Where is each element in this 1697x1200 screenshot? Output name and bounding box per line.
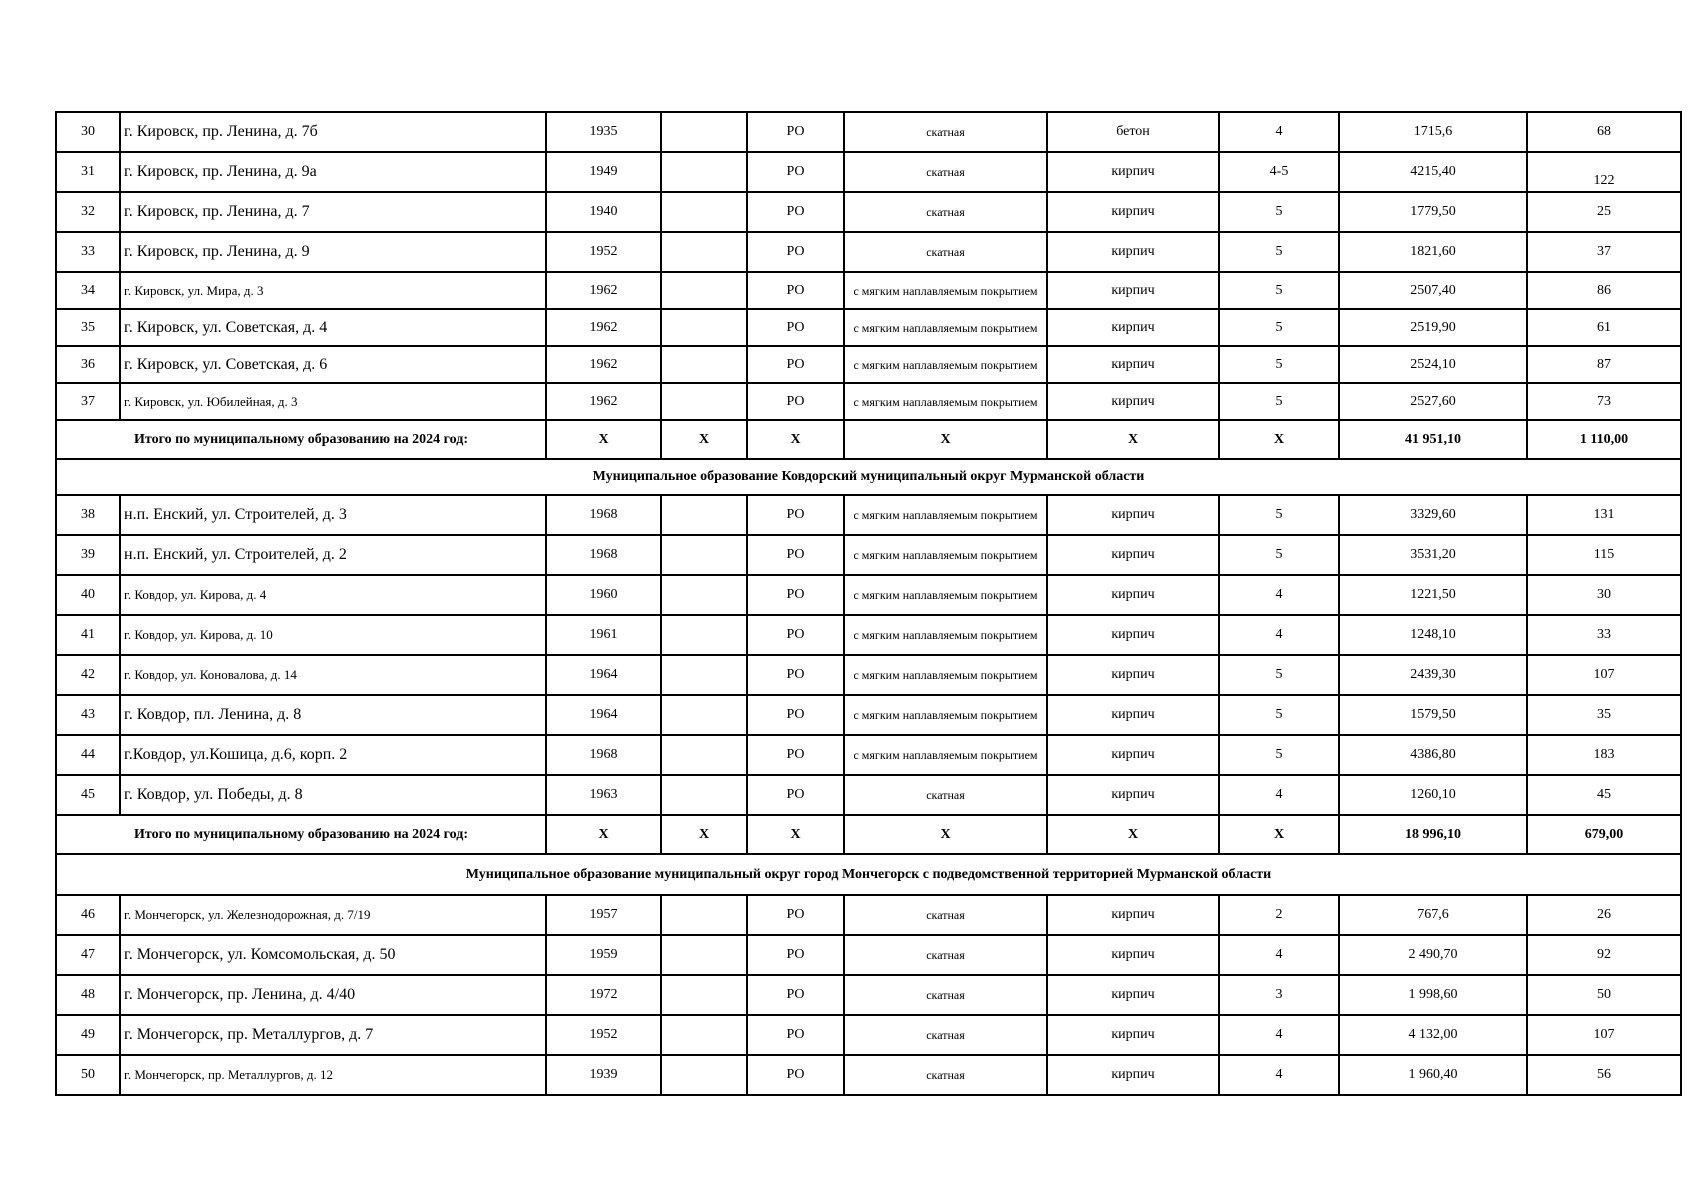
year-cell: 1962 xyxy=(546,309,661,346)
year-cell: 1968 xyxy=(546,735,661,775)
empty-cell xyxy=(661,575,747,615)
row-number: 42 xyxy=(56,655,120,695)
management-cell: РО xyxy=(747,383,844,420)
row-number: 32 xyxy=(56,192,120,232)
empty-cell xyxy=(661,1055,747,1095)
address-cell: г. Кировск, пр. Ленина, д. 9 xyxy=(120,232,546,272)
empty-cell xyxy=(661,975,747,1015)
address-cell: г. Ковдор, ул. Коновалова, д. 14 xyxy=(120,655,546,695)
residents-count-cell: 35 xyxy=(1527,695,1681,735)
residents-count-cell: 86 xyxy=(1527,272,1681,309)
residents-count-cell: 33 xyxy=(1527,615,1681,655)
residents-count-cell: 25 xyxy=(1527,192,1681,232)
floors-cell: 2 xyxy=(1219,895,1339,935)
total-area: 18 996,10 xyxy=(1339,815,1527,854)
table-row xyxy=(56,192,1681,232)
management-cell: РО xyxy=(747,272,844,309)
management-cell: РО xyxy=(747,695,844,735)
municipality-title: Муниципальное образование муниципальный округ город Мончегорск с подведомственной территорией Мурманской области xyxy=(56,854,1681,895)
year-cell: 1940 xyxy=(546,192,661,232)
wall-material-cell: кирпич xyxy=(1047,655,1219,695)
residents-count-cell: 107 xyxy=(1527,655,1681,695)
area-cell: 1 960,40 xyxy=(1339,1055,1527,1095)
housing-table xyxy=(55,111,1682,1096)
address-cell: г. Кировск, ул. Советская, д. 4 xyxy=(120,309,546,346)
table-row xyxy=(56,112,1681,152)
row-number: 47 xyxy=(56,935,120,975)
floors-cell: 4 xyxy=(1219,1015,1339,1055)
floors-cell: 4 xyxy=(1219,615,1339,655)
x-mark: X xyxy=(1047,420,1219,459)
wall-material-cell: кирпич xyxy=(1047,615,1219,655)
year-cell: 1935 xyxy=(546,112,661,152)
address-cell: н.п. Енский, ул. Строителей, д. 3 xyxy=(120,495,546,535)
roof-type-cell: скатная xyxy=(844,232,1047,272)
floors-cell: 5 xyxy=(1219,735,1339,775)
management-cell: РО xyxy=(747,615,844,655)
management-cell: РО xyxy=(747,1015,844,1055)
table-row xyxy=(56,575,1681,615)
table-row xyxy=(56,272,1681,309)
x-mark: X xyxy=(546,420,661,459)
residents-count-cell: 50 xyxy=(1527,975,1681,1015)
roof-type-cell: с мягким наплавляемым покрытием xyxy=(844,272,1047,309)
roof-type-cell: с мягким наплавляемым покрытием xyxy=(844,495,1047,535)
area-cell: 4215,40 xyxy=(1339,152,1527,192)
roof-type-cell: с мягким наплавляемым покрытием xyxy=(844,346,1047,383)
total-count: 679,00 xyxy=(1527,815,1681,854)
wall-material-cell: кирпич xyxy=(1047,152,1219,192)
row-number: 50 xyxy=(56,1055,120,1095)
wall-material-cell: кирпич xyxy=(1047,735,1219,775)
roof-type-cell: с мягким наплавляемым покрытием xyxy=(844,535,1047,575)
wall-material-cell: кирпич xyxy=(1047,695,1219,735)
wall-material-cell: кирпич xyxy=(1047,1015,1219,1055)
floors-cell: 5 xyxy=(1219,272,1339,309)
roof-type-cell: с мягким наплавляемым покрытием xyxy=(844,735,1047,775)
year-cell: 1972 xyxy=(546,975,661,1015)
x-mark: X xyxy=(747,815,844,854)
section-header-row xyxy=(56,854,1681,895)
area-cell: 1779,50 xyxy=(1339,192,1527,232)
address-cell: г. Мончегорск, ул. Комсомольская, д. 50 xyxy=(120,935,546,975)
management-cell: РО xyxy=(747,232,844,272)
year-cell: 1957 xyxy=(546,895,661,935)
management-cell: РО xyxy=(747,775,844,815)
wall-material-cell: кирпич xyxy=(1047,535,1219,575)
residents-count-cell: 37 xyxy=(1527,232,1681,272)
empty-cell xyxy=(661,232,747,272)
management-cell: РО xyxy=(747,346,844,383)
residents-count-cell: 30 xyxy=(1527,575,1681,615)
empty-cell xyxy=(661,735,747,775)
empty-cell xyxy=(661,309,747,346)
management-cell: РО xyxy=(747,935,844,975)
floors-cell: 5 xyxy=(1219,346,1339,383)
roof-type-cell: скатная xyxy=(844,1015,1047,1055)
residents-count-cell: 131 xyxy=(1527,495,1681,535)
table-row xyxy=(56,1015,1681,1055)
table-row xyxy=(56,935,1681,975)
address-cell: г. Мончегорск, пр. Металлургов, д. 7 xyxy=(120,1015,546,1055)
empty-cell xyxy=(661,192,747,232)
row-number: 30 xyxy=(56,112,120,152)
roof-type-cell: скатная xyxy=(844,152,1047,192)
total-count: 1 110,00 xyxy=(1527,420,1681,459)
floors-cell: 5 xyxy=(1219,383,1339,420)
empty-cell xyxy=(661,112,747,152)
management-cell: РО xyxy=(747,192,844,232)
year-cell: 1962 xyxy=(546,272,661,309)
year-cell: 1952 xyxy=(546,1015,661,1055)
residents-count-cell: 73 xyxy=(1527,383,1681,420)
wall-material-cell: кирпич xyxy=(1047,192,1219,232)
area-cell: 1248,10 xyxy=(1339,615,1527,655)
address-cell: г. Кировск, пр. Ленина, д. 7 xyxy=(120,192,546,232)
empty-cell xyxy=(661,775,747,815)
residents-count-cell: 183 xyxy=(1527,735,1681,775)
residents-count-cell: 87 xyxy=(1527,346,1681,383)
table-row xyxy=(56,535,1681,575)
residents-count-cell: 115 xyxy=(1527,535,1681,575)
year-cell: 1968 xyxy=(546,535,661,575)
table-row xyxy=(56,895,1681,935)
x-mark: X xyxy=(661,420,747,459)
floors-cell: 5 xyxy=(1219,535,1339,575)
roof-type-cell: с мягким наплавляемым покрытием xyxy=(844,309,1047,346)
empty-cell xyxy=(661,615,747,655)
area-cell: 1 998,60 xyxy=(1339,975,1527,1015)
area-cell: 1221,50 xyxy=(1339,575,1527,615)
area-cell: 1821,60 xyxy=(1339,232,1527,272)
wall-material-cell: кирпич xyxy=(1047,309,1219,346)
row-number: 45 xyxy=(56,775,120,815)
roof-type-cell: с мягким наплавляемым покрытием xyxy=(844,575,1047,615)
x-mark: X xyxy=(1047,815,1219,854)
floors-cell: 5 xyxy=(1219,655,1339,695)
year-cell: 1968 xyxy=(546,495,661,535)
row-number: 40 xyxy=(56,575,120,615)
roof-type-cell: скатная xyxy=(844,1055,1047,1095)
address-cell: г. Мончегорск, пр. Металлургов, д. 12 xyxy=(120,1055,546,1095)
table-row xyxy=(56,232,1681,272)
area-cell: 2507,40 xyxy=(1339,272,1527,309)
wall-material-cell: кирпич xyxy=(1047,346,1219,383)
row-number: 37 xyxy=(56,383,120,420)
table-row xyxy=(56,655,1681,695)
management-cell: РО xyxy=(747,535,844,575)
wall-material-cell: кирпич xyxy=(1047,1055,1219,1095)
address-cell: г. Мончегорск, ул. Железнодорожная, д. 7/19 xyxy=(120,895,546,935)
management-cell: РО xyxy=(747,495,844,535)
management-cell: РО xyxy=(747,655,844,695)
address-cell: г. Кировск, пр. Ленина, д. 7б xyxy=(120,112,546,152)
x-mark: X xyxy=(844,420,1047,459)
total-row xyxy=(56,815,1681,854)
wall-material-cell: кирпич xyxy=(1047,272,1219,309)
area-cell: 1579,50 xyxy=(1339,695,1527,735)
table-row xyxy=(56,152,1681,192)
roof-type-cell: скатная xyxy=(844,775,1047,815)
total-label: Итого по муниципальному образованию на 2024 год: xyxy=(56,815,546,854)
roof-type-cell: скатная xyxy=(844,975,1047,1015)
x-mark: X xyxy=(1219,420,1339,459)
empty-cell xyxy=(661,895,747,935)
residents-count-cell: 107 xyxy=(1527,1015,1681,1055)
roof-type-cell: скатная xyxy=(844,935,1047,975)
row-number: 44 xyxy=(56,735,120,775)
floors-cell: 4-5 xyxy=(1219,152,1339,192)
floors-cell: 3 xyxy=(1219,975,1339,1015)
wall-material-cell: кирпич xyxy=(1047,575,1219,615)
management-cell: РО xyxy=(747,575,844,615)
total-row xyxy=(56,420,1681,459)
empty-cell xyxy=(661,495,747,535)
address-cell: г. Кировск, ул. Юбилейная, д. 3 xyxy=(120,383,546,420)
row-number: 43 xyxy=(56,695,120,735)
roof-type-cell: с мягким наплавляемым покрытием xyxy=(844,695,1047,735)
address-cell: г. Кировск, ул. Советская, д. 6 xyxy=(120,346,546,383)
row-number: 35 xyxy=(56,309,120,346)
residents-count-cell: 122 xyxy=(1527,152,1681,192)
row-number: 49 xyxy=(56,1015,120,1055)
floors-cell: 5 xyxy=(1219,309,1339,346)
municipality-title: Муниципальное образование Ковдорский муниципальный округ Мурманской области xyxy=(56,459,1681,495)
floors-cell: 4 xyxy=(1219,775,1339,815)
management-cell: РО xyxy=(747,895,844,935)
address-cell: н.п. Енский, ул. Строителей, д. 2 xyxy=(120,535,546,575)
empty-cell xyxy=(661,383,747,420)
address-cell: г. Кировск, ул. Мира, д. 3 xyxy=(120,272,546,309)
row-number: 41 xyxy=(56,615,120,655)
area-cell: 767,6 xyxy=(1339,895,1527,935)
x-mark: X xyxy=(747,420,844,459)
empty-cell xyxy=(661,272,747,309)
x-mark: X xyxy=(661,815,747,854)
row-number: 46 xyxy=(56,895,120,935)
address-cell: г. Ковдор, пл. Ленина, д. 8 xyxy=(120,695,546,735)
wall-material-cell: кирпич xyxy=(1047,383,1219,420)
row-number: 48 xyxy=(56,975,120,1015)
empty-cell xyxy=(661,535,747,575)
wall-material-cell: бетон xyxy=(1047,112,1219,152)
floors-cell: 5 xyxy=(1219,495,1339,535)
address-cell: г. Ковдор, ул. Победы, д. 8 xyxy=(120,775,546,815)
year-cell: 1962 xyxy=(546,346,661,383)
year-cell: 1952 xyxy=(546,232,661,272)
address-cell: г.Ковдор, ул.Кошица, д.6, корп. 2 xyxy=(120,735,546,775)
residents-count-cell: 61 xyxy=(1527,309,1681,346)
section-header-row xyxy=(56,459,1681,495)
management-cell: РО xyxy=(747,112,844,152)
area-cell: 3329,60 xyxy=(1339,495,1527,535)
year-cell: 1964 xyxy=(546,695,661,735)
residents-count-cell: 45 xyxy=(1527,775,1681,815)
year-cell: 1960 xyxy=(546,575,661,615)
total-area: 41 951,10 xyxy=(1339,420,1527,459)
area-cell: 4386,80 xyxy=(1339,735,1527,775)
floors-cell: 5 xyxy=(1219,192,1339,232)
area-cell: 2439,30 xyxy=(1339,655,1527,695)
roof-type-cell: скатная xyxy=(844,112,1047,152)
year-cell: 1964 xyxy=(546,655,661,695)
table-row xyxy=(56,309,1681,346)
wall-material-cell: кирпич xyxy=(1047,232,1219,272)
empty-cell xyxy=(661,1015,747,1055)
table-row xyxy=(56,495,1681,535)
year-cell: 1959 xyxy=(546,935,661,975)
table-row xyxy=(56,975,1681,1015)
table-row xyxy=(56,615,1681,655)
year-cell: 1961 xyxy=(546,615,661,655)
empty-cell xyxy=(661,346,747,383)
x-mark: X xyxy=(546,815,661,854)
roof-type-cell: с мягким наплавляемым покрытием xyxy=(844,383,1047,420)
floors-cell: 5 xyxy=(1219,695,1339,735)
empty-cell xyxy=(661,935,747,975)
roof-type-cell: скатная xyxy=(844,895,1047,935)
table-row xyxy=(56,775,1681,815)
wall-material-cell: кирпич xyxy=(1047,975,1219,1015)
row-number: 31 xyxy=(56,152,120,192)
residents-count-cell: 26 xyxy=(1527,895,1681,935)
roof-type-cell: скатная xyxy=(844,192,1047,232)
x-mark: X xyxy=(844,815,1047,854)
year-cell: 1963 xyxy=(546,775,661,815)
area-cell: 3531,20 xyxy=(1339,535,1527,575)
address-cell: г. Ковдор, ул. Кирова, д. 10 xyxy=(120,615,546,655)
floors-cell: 4 xyxy=(1219,112,1339,152)
area-cell: 1260,10 xyxy=(1339,775,1527,815)
area-cell: 2524,10 xyxy=(1339,346,1527,383)
management-cell: РО xyxy=(747,309,844,346)
management-cell: РО xyxy=(747,152,844,192)
wall-material-cell: кирпич xyxy=(1047,495,1219,535)
table-row xyxy=(56,383,1681,420)
row-number: 33 xyxy=(56,232,120,272)
row-number: 38 xyxy=(56,495,120,535)
management-cell: РО xyxy=(747,1055,844,1095)
address-cell: г. Ковдор, ул. Кирова, д. 4 xyxy=(120,575,546,615)
table-row xyxy=(56,695,1681,735)
year-cell: 1949 xyxy=(546,152,661,192)
x-mark: X xyxy=(1219,815,1339,854)
floors-cell: 4 xyxy=(1219,935,1339,975)
residents-count-cell: 92 xyxy=(1527,935,1681,975)
floors-cell: 5 xyxy=(1219,232,1339,272)
wall-material-cell: кирпич xyxy=(1047,775,1219,815)
area-cell: 4 132,00 xyxy=(1339,1015,1527,1055)
row-number: 34 xyxy=(56,272,120,309)
year-cell: 1962 xyxy=(546,383,661,420)
address-cell: г. Кировск, пр. Ленина, д. 9а xyxy=(120,152,546,192)
table-row xyxy=(56,346,1681,383)
management-cell: РО xyxy=(747,975,844,1015)
address-cell: г. Мончегорск, пр. Ленина, д. 4/40 xyxy=(120,975,546,1015)
table-row xyxy=(56,735,1681,775)
area-cell: 2527,60 xyxy=(1339,383,1527,420)
year-cell: 1939 xyxy=(546,1055,661,1095)
floors-cell: 4 xyxy=(1219,575,1339,615)
roof-type-cell: с мягким наплавляемым покрытием xyxy=(844,655,1047,695)
area-cell: 2 490,70 xyxy=(1339,935,1527,975)
area-cell: 1715,6 xyxy=(1339,112,1527,152)
empty-cell xyxy=(661,152,747,192)
row-number: 39 xyxy=(56,535,120,575)
residents-count-cell: 68 xyxy=(1527,112,1681,152)
row-number: 36 xyxy=(56,346,120,383)
wall-material-cell: кирпич xyxy=(1047,935,1219,975)
management-cell: РО xyxy=(747,735,844,775)
wall-material-cell: кирпич xyxy=(1047,895,1219,935)
floors-cell: 4 xyxy=(1219,1055,1339,1095)
roof-type-cell: с мягким наплавляемым покрытием xyxy=(844,615,1047,655)
total-label: Итого по муниципальному образованию на 2024 год: xyxy=(56,420,546,459)
empty-cell xyxy=(661,655,747,695)
residents-count-cell: 56 xyxy=(1527,1055,1681,1095)
area-cell: 2519,90 xyxy=(1339,309,1527,346)
table-row xyxy=(56,1055,1681,1095)
empty-cell xyxy=(661,695,747,735)
